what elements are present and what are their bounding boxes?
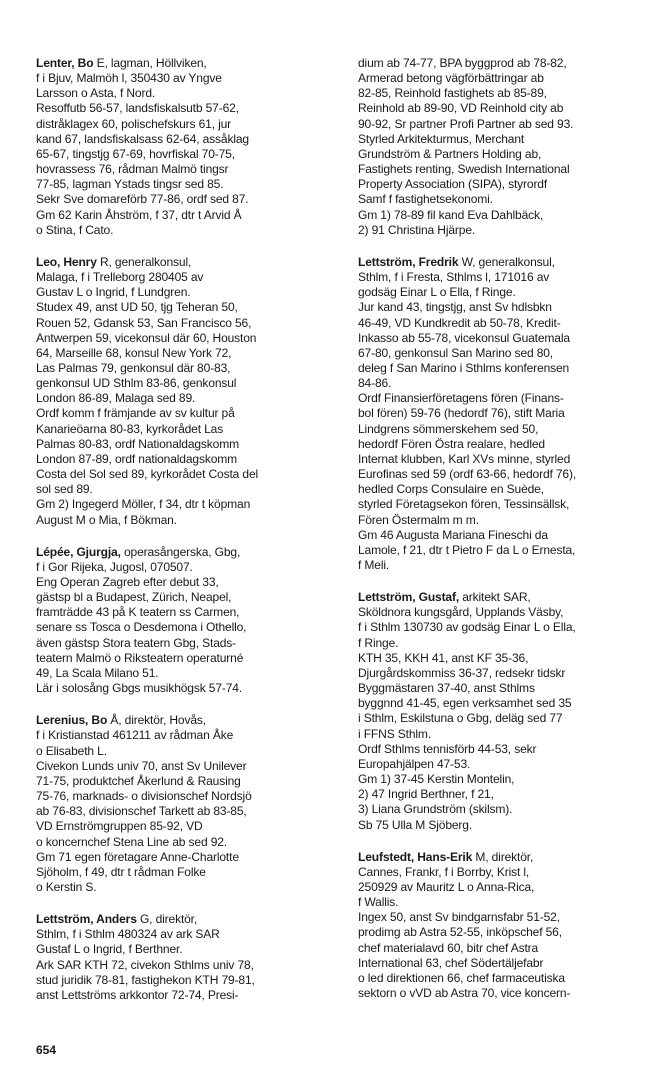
entry-line: Fastighets renting, Swedish International (358, 162, 570, 177)
entry-line: International 63, chef Södertäljefabr (358, 955, 544, 970)
entry-first-text: M, direktör, (472, 849, 534, 864)
entry-first-text: E, lagman, Höllviken, (93, 56, 207, 70)
entry-line: KTH 35, KKH 41, anst KF 35-36, (358, 650, 529, 665)
entry-line: 65-67, tingstjg 67-69, hovrfiskal 70-75, (36, 146, 235, 161)
entry-line: f Ringe. (358, 635, 399, 650)
entry-line: Malaga, f i Trelleborg 280405 av (36, 270, 204, 285)
entry-first-text: G, direktör, (136, 912, 198, 927)
entry-line: Lindgrens sömmerskehem sed 50, (358, 421, 539, 436)
entry-line: Ordf komm f främjande av sv kultur på (36, 406, 235, 421)
entry-line: Byggmästaren 37-40, anst Sthlms (358, 681, 535, 696)
entry-line: Studex 49, anst UD 50, tjg Teheran 50, (36, 300, 238, 315)
entry-line: Internat klubben, Karl XVs minne, styrled (358, 451, 571, 466)
entry-line: Las Palmas 79, genkonsul där 80-83, (36, 360, 231, 375)
entry-first-text: operasångerska, Gbg, (120, 544, 241, 559)
entry-line: August M o Mia, f Bökman. (36, 512, 177, 527)
directory-entry (358, 255, 650, 573)
entry-line: Sjöholm, f 49, dtr t rådman Folke (36, 864, 206, 879)
entry-line: Gm 62 Karin Åhström, f 37, dtr t Arvid Å (36, 207, 242, 222)
directory-entry (36, 56, 328, 238)
directory-entry (36, 713, 328, 895)
entry-first-line (358, 56, 650, 71)
entry-line: 82-85, Reinhold fastighets ab 85-89, (358, 86, 547, 101)
entry-name: Lenter, Bo (36, 56, 94, 70)
entry-line: distråklagex 60, polischefskurs 61, jur (36, 116, 232, 131)
entry-line: o koncernchef Stena Line ab sed 92. (36, 834, 227, 849)
entry-line: gästsp bl a Budapest, Zürich, Neapel, (36, 590, 232, 605)
entry-line: 2) 47 Ingrid Berthner, f 21, (358, 787, 494, 802)
entry-line: Resoffutb 56-57, landsfiskalsutb 57-62, (36, 101, 239, 116)
entry-line: Civekon Lunds univ 70, anst Sv Unilever (36, 758, 247, 773)
entry-line: 90-92, Sr partner Profi Partner ab sed 93. (358, 116, 574, 131)
entry-line: Gm 1) 37-45 Kerstin Montelin, (358, 772, 515, 787)
right-column (358, 56, 650, 1018)
entry-line: VD Ernströmgruppen 85-92, VD (36, 819, 203, 834)
entry-first-text: R, generalkonsul, (96, 254, 192, 269)
entry-first-line (36, 713, 328, 728)
entry-text (358, 850, 650, 1002)
entry-line: Djurgårdskommiss 36-37, redsekr tidskr (358, 665, 566, 680)
entry-first-line (36, 56, 328, 71)
entry-line: o Kerstin S. (36, 879, 97, 894)
directory-entry (358, 590, 650, 833)
entry-line: Reinhold ab 89-90, VD Reinhold city ab (358, 101, 564, 116)
entry-line: Palmas 80-83, ordf Nationaldagskomm (36, 436, 239, 451)
entry-line: Lamole, f 21, dtr t Pietro F da L o Ernesta, (358, 542, 576, 557)
entry-line: byggnnd 41-45, egen verksamhet sed 35 (358, 696, 572, 711)
entry-line: Lär i solosång Gbgs musikhögsk 57-74. (36, 681, 243, 696)
entry-line: Gm 2) Ingegerd Möller, f 34, dtr t köpman (36, 497, 251, 512)
entry-name: Lettström, Fredrik (358, 254, 459, 269)
entry-line: Ordf Finansierföretagens fören (Finans- (358, 391, 564, 406)
directory-entry (36, 912, 328, 1003)
entry-line: prodimg ab Astra 52-55, inköpschef 56, (358, 925, 562, 940)
entry-text (358, 590, 650, 833)
directory-entry (36, 255, 328, 528)
entry-line: Jur kand 43, tingstjg, anst Sv hdlsbkn (358, 300, 552, 315)
entry-line: 71-75, produktchef Åkerlund & Rausing (36, 773, 241, 788)
entry-first-text: dium ab 74-77, BPA byggprod ab 78-82, (358, 56, 567, 70)
entry-text (36, 56, 328, 238)
entry-line: 49, La Scala Milano 51. (36, 665, 159, 680)
entry-line: 75-76, marknads- o divisionschef Nordsjö (36, 789, 252, 804)
entry-line: hedordf Fören Östra realare, hedled (358, 436, 545, 451)
entry-first-line (358, 590, 650, 605)
entry-first-line (358, 255, 650, 270)
entry-line: Armerad betong vägförbättringar ab (358, 71, 544, 86)
entry-line: kand 67, landsfiskalsass 62-64, assåklag (36, 131, 249, 146)
entry-name: Leo, Henry (36, 254, 97, 269)
entry-text (358, 255, 650, 573)
entry-line: sektorn o vVD ab Astra 70, vice koncern- (358, 986, 571, 1001)
entry-first-line (36, 545, 328, 560)
entry-line: sol sed 89. (36, 482, 93, 497)
entry-line: Gustav L o Ingrid, f Lundgren. (36, 285, 191, 300)
entry-line: i Sthlm, Eskilstuna o Gbg, deläg sed 77 (358, 711, 563, 726)
entry-first-text: Å, direktör, Hovås, (107, 713, 206, 728)
entry-line: Styrled Arkitekturmus, Merchant (358, 131, 525, 146)
entry-line: anst Lettströms arkkontor 72-74, Presi- (36, 987, 239, 1002)
entry-line: Kanarieöarna 80-83, kyrkorådet Las (36, 421, 224, 436)
entry-name: Leufstedt, Hans-Erik (358, 849, 473, 864)
entry-name: Lettström, Gustaf, (358, 590, 460, 605)
entry-line: London 86-89, Malaga sed 89. (36, 391, 196, 406)
entry-line: o led direktionen 66, chef farmaceutiska (358, 970, 565, 985)
entry-line: stud juridik 78-81, fastighekon KTH 79-81, (36, 972, 255, 987)
entry-line: Costa del Sol sed 89, kyrkorådet Costa del (36, 467, 259, 482)
entry-line: f i Gor Rijeka, Jugosl, 070507. (36, 559, 193, 574)
entry-line: f Wallis. (358, 895, 399, 910)
entry-name: Lépée, Gjurgja, (36, 544, 121, 559)
page-number: 654 (36, 1043, 57, 1057)
entry-line: godsäg Einar L o Ella, f Ringe. (358, 285, 516, 300)
entry-line: Sthlm, f i Sthlm 480324 av ark SAR (36, 927, 220, 942)
entry-line: Sthlm, f i Fresta, Sthlms l, 171016 av (358, 270, 550, 285)
entry-line: senare ss Tosca o Desdemona i Othello, (36, 620, 247, 635)
entry-line: 67-80, genkonsul San Marino sed 80, (358, 345, 553, 360)
entry-line: o Elisabeth L. (36, 743, 107, 758)
entry-line: Ingex 50, anst Sv bindgarnsfabr 51-52, (358, 910, 560, 925)
entry-first-text: arkitekt SAR, (459, 590, 531, 605)
entry-name: Lerenius, Bo (36, 713, 108, 728)
entry-line: f Meli. (358, 558, 390, 572)
entry-line: i FFNS Sthlm. (358, 726, 432, 741)
entry-line: styrled Företagsekon fören, Tessinsällsk, (358, 497, 570, 512)
entry-line: o Stina, f Cato. (36, 222, 114, 237)
entry-line: teatern Malmö o Riksteatern operaturné (36, 650, 244, 665)
entry-line: f i Bjuv, Malmöh l, 350430 av Yngve (36, 71, 222, 86)
entry-line: Larsson o Asta, f Nord. (36, 86, 156, 101)
entry-line: Eurofinas sed 59 (ordf 63-66, hedordf 76), (358, 467, 577, 482)
entry-first-line (36, 255, 328, 270)
entry-line: Sköldnora kungsgård, Upplands Väsby, (358, 605, 564, 620)
entry-line: Inkasso ab 55-78, vicekonsul Guatemala (358, 330, 570, 345)
entry-line: Sekr Sve domareförb 77-86, ordf sed 87. (36, 192, 249, 207)
entry-line: 77-85, lagman Ystads tingsr sed 85. (36, 177, 224, 192)
entry-line: Grundström & Partners Holding ab, (358, 146, 542, 161)
entry-line: Fören Östermalm m m. (358, 512, 479, 527)
entry-line: Rouen 52, Gdansk 53, San Francisco 56, (36, 315, 252, 330)
entry-text (36, 912, 328, 1003)
entry-line: 46-49, VD Kundkredit ab 50-78, Kredit- (358, 315, 561, 330)
entry-line: 250929 av Mauritz L o Anna-Rica, (358, 879, 535, 894)
directory-entry (36, 545, 328, 697)
entry-line: Property Association (SIPA), styrordf (358, 177, 548, 192)
entry-text (36, 713, 328, 895)
entry-line: Samf f fastighetsekonomi. (358, 192, 493, 207)
left-column (36, 56, 328, 1020)
entry-line: Gustaf L o Ingrid, f Berthner. (36, 942, 183, 957)
entry-line: deleg f San Marino i Sthlms konferensen (358, 360, 570, 375)
entry-line: chef materialavd 60, bitr chef Astra (358, 940, 539, 955)
entry-line: 64, Marseille 68, konsul New York 72, (36, 345, 232, 360)
entry-text (36, 545, 328, 697)
entry-line: hovrassess 76, rådman Malmö tingsr (36, 162, 229, 177)
entry-line: bol fören) 59-76 (hedordf 76), stift Maria (358, 406, 565, 421)
entry-first-line (358, 850, 650, 865)
entry-line: Antwerpen 59, vicekonsul där 60, Houston (36, 330, 257, 345)
entry-line: Ark SAR KTH 72, civekon Sthlms univ 78, (36, 957, 254, 972)
entry-text (36, 255, 328, 528)
entry-line: Gm 46 Augusta Mariana Fineschi da (358, 527, 548, 542)
entry-line: även gästsp Stora teatern Gbg, Stads- (36, 635, 237, 650)
entry-line: Sb 75 Ulla M Sjöberg. (358, 817, 473, 832)
entry-line: London 87-89, ordf nationaldagskomm (36, 451, 238, 466)
entry-line: Ordf Sthlms tennisförb 44-53, sekr (358, 741, 537, 756)
entry-first-line (36, 912, 328, 927)
entry-line: ab 76-83, divisionschef Tarkett ab 83-85, (36, 804, 247, 819)
entry-line: 84-86. (358, 376, 392, 391)
entry-first-text: W, generalkonsul, (458, 254, 555, 269)
entry-line: framträdde 43 på K teatern ss Carmen, (36, 605, 240, 620)
entry-line: 2) 91 Christina Hjärpe. (358, 222, 476, 237)
entry-line: f i Kristianstad 461211 av rådman Åke (36, 728, 234, 743)
entry-name: Lettström, Anders (36, 912, 137, 927)
directory-entry (358, 56, 650, 238)
entry-line: Europahjälpen 47-53. (358, 756, 471, 771)
entry-line: f i Sthlm 130730 av godsäg Einar L o Ella, (358, 620, 576, 635)
entry-line: genkonsul UD Sthlm 83-86, genkonsul (36, 376, 237, 391)
entry-line: 3) Liana Grundström (skilsm). (358, 802, 513, 817)
entry-line: hedled Corps Consulaire en Suède, (358, 482, 544, 497)
entry-line: Gm 1) 78-89 fil kand Eva Dahlbäck, (358, 207, 544, 222)
entry-text (358, 56, 650, 238)
entry-line: Eng Operan Zagreb efter debut 33, (36, 575, 219, 589)
entry-line: Gm 71 egen företagare Anne-Charlotte (36, 849, 239, 864)
directory-entry (358, 850, 650, 1002)
entry-line: Cannes, Frankr, f i Borrby, Krist l, (358, 864, 530, 879)
